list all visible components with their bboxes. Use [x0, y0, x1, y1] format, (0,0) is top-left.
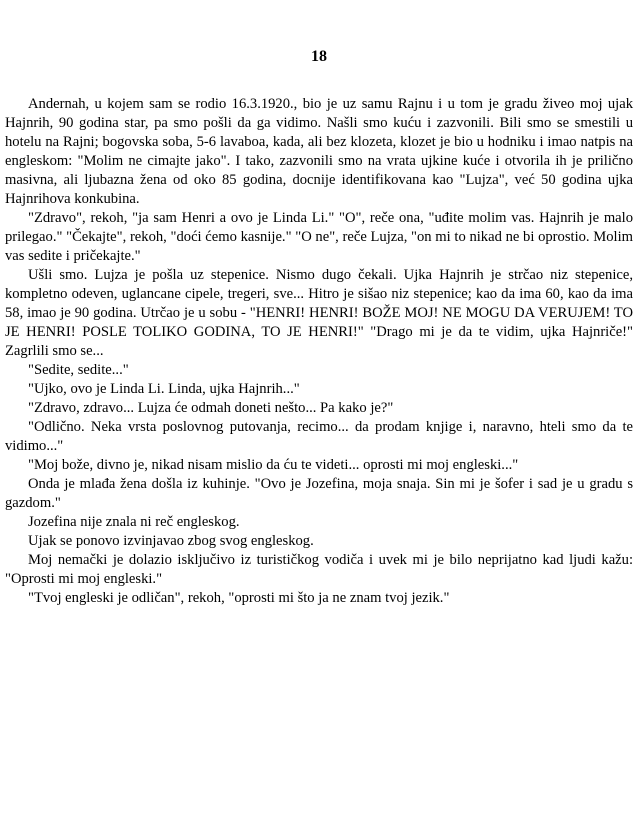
paragraph: Andernah, u kojem sam se rodio 16.3.1920., bio je uz samu Rajnu i u tom je gradu živeo moj ujak Hajnrih, 90 godina star, pa smo pošli da ga vidimo. Našli smo kuću i zazvonili. Bili smo se smestili u hotelu na Rajni; bogovska soba, 5-6 lavaboa, kada, ali bez klozeta, klozet je bio u hodniku i imao natpis na engleskom: "Molim ne cimajte jako". I tako, zazvonili smo na vrata ujkine kuće i otvorila ih je prilično masivna, ali ljubazna žena od oko 85 godina, docnije identifikovana kao "Lujza", već 50 godina ujka Hajnrihova konkubina.	[5, 96, 633, 207]
paragraph: Jozefina nije znala ni reč engleskog.	[28, 514, 240, 530]
paragraph: Ujak se ponovo izvinjavao zbog svog engleskog.	[28, 533, 314, 549]
paragraph: "Ujko, ovo je Linda Li. Linda, ujka Hajnrih..."	[28, 381, 300, 397]
paragraph: "Sedite, sedite..."	[28, 362, 129, 378]
document-page	[5, 0, 633, 826]
paragraph: "Tvoj engleski je odličan", rekoh, "oprosti mi što ja ne znam tvoj jezik."	[28, 590, 450, 606]
paragraph: "Odlično. Neka vrsta poslovnog putovanja, recimo... da prodam knjige i, naravno, hteli smo da te vidimo..."	[5, 419, 633, 454]
paragraph: "Zdravo", rekoh, "ja sam Henri a ovo je Linda Li." "O", reče ona, "uđite molim vas. Hajnrih je malo prilegao." "Čekajte", rekoh, "doći ćemo kasnije." "O ne", reče Lujza, "on mi to nikad ne bi oprostio. Molim vas sedite i pričekajte."	[5, 210, 633, 264]
paragraph: Onda je mlađa žena došla iz kuhinje. "Ovo je Jozefina, moja snaja. Sin mi je šofer i sad je u gradu s gazdom."	[5, 476, 633, 511]
paragraph: Moj nemački je dolazio isključivo iz turističkog vodiča i uvek mi je bilo neprijatno kad ljudi kažu: "Oprosti mi moj engleski."	[5, 552, 633, 587]
paragraph: "Moj bože, divno je, nikad nisam mislio da ću te videti... oprosti mi moj engleski..."	[28, 457, 519, 473]
paragraph: "Zdravo, zdravo... Lujza će odmah doneti nešto... Pa kako je?"	[28, 400, 394, 416]
page-number: 18	[311, 48, 327, 65]
paragraph: Ušli smo. Lujza je pošla uz stepenice. Nismo dugo čekali. Ujka Hajnrih je strčao niz stepenice, kompletno odeven, uglancane cipele, tregeri, sve... Hitro je sišao niz stepenice; kao da ima 60, kao da ima 58, imao je 90 godina. Utrčao je u sobu - "HENRI! HENRI! BOŽE MOJ! NE MOGU DA VERUJEM! TO JE HENRI! POSLE TOLIKO GODINA, TO JE HENRI!" "Drago mi je da te vidim, ujka Hajnriče!" Zagrlili smo se...	[5, 267, 633, 359]
body-text	[5, 95, 633, 608]
